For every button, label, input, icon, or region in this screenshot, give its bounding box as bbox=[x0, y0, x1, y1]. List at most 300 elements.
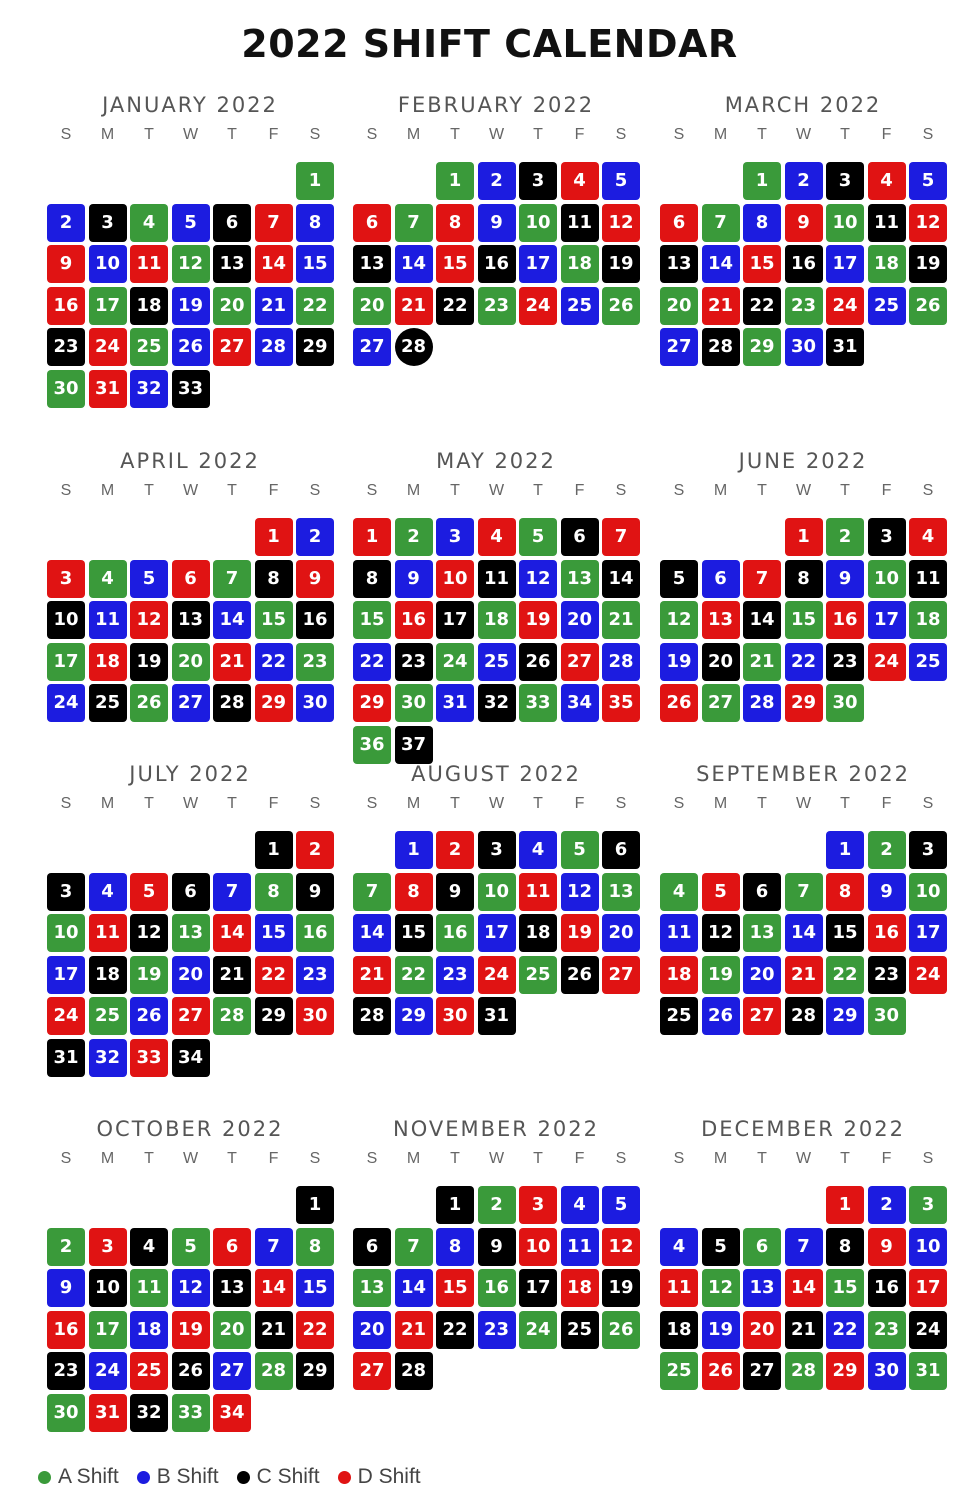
day-cell: 26 bbox=[909, 287, 947, 325]
day-cell: 28 bbox=[213, 684, 251, 722]
day-cell: 27 bbox=[660, 328, 698, 366]
weekday-header: T bbox=[757, 795, 767, 812]
day-cell: 7 bbox=[395, 204, 433, 242]
day-cell: 9 bbox=[296, 873, 334, 911]
day-cell: 29 bbox=[296, 328, 334, 366]
weekday-header: W bbox=[795, 795, 812, 812]
weekday-header: S bbox=[309, 126, 321, 143]
day-cell: 24 bbox=[436, 643, 474, 681]
day-cell: 5 bbox=[172, 204, 210, 242]
day-cell: 14 bbox=[395, 1269, 433, 1307]
day-cell: 19 bbox=[561, 914, 599, 952]
day-cell: 27 bbox=[353, 1352, 391, 1390]
day-cell: 33 bbox=[130, 1039, 168, 1077]
weekday-header: W bbox=[488, 1150, 505, 1167]
day-cell: 2 bbox=[436, 831, 474, 869]
day-cell: 18 bbox=[89, 643, 127, 681]
weekday-header: F bbox=[268, 795, 279, 812]
day-cell: 13 bbox=[602, 873, 640, 911]
day-cell: 25 bbox=[909, 643, 947, 681]
day-cell: 14 bbox=[255, 245, 293, 283]
day-cell: 21 bbox=[353, 956, 391, 994]
day-cell: 14 bbox=[743, 601, 781, 639]
day-cell: 17 bbox=[89, 287, 127, 325]
weekday-header: M bbox=[406, 1150, 421, 1167]
day-cell: 1 bbox=[296, 1186, 334, 1224]
day-cell: 7 bbox=[785, 873, 823, 911]
weekday-header: S bbox=[60, 482, 72, 499]
month-name: SEPTEMBER 2022 bbox=[696, 762, 910, 786]
day-cell: 26 bbox=[602, 287, 640, 325]
day-cell: 27 bbox=[743, 1352, 781, 1390]
day-cell: 24 bbox=[47, 684, 85, 722]
day-cell: 5 bbox=[519, 518, 557, 556]
day-cell: 23 bbox=[436, 956, 474, 994]
day-cell: 9 bbox=[47, 1269, 85, 1307]
day-cell: 3 bbox=[89, 1228, 127, 1266]
month-name: JULY 2022 bbox=[129, 762, 251, 786]
day-cell: 15 bbox=[826, 1269, 864, 1307]
day-cell: 17 bbox=[826, 245, 864, 283]
day-cell: 35 bbox=[602, 684, 640, 722]
weekday-header: M bbox=[100, 482, 115, 499]
month-name: JUNE 2022 bbox=[738, 449, 868, 473]
day-cell: 7 bbox=[213, 560, 251, 598]
weekday-header: T bbox=[533, 1150, 543, 1167]
day-cell: 26 bbox=[172, 328, 210, 366]
day-cell: 9 bbox=[296, 560, 334, 598]
day-cell: 11 bbox=[519, 873, 557, 911]
day-cell: 30 bbox=[868, 1352, 906, 1390]
weekday-header: W bbox=[182, 795, 199, 812]
weekday-header: M bbox=[406, 126, 421, 143]
day-cell: 10 bbox=[519, 204, 557, 242]
day-cell: 20 bbox=[213, 287, 251, 325]
day-cell: 5 bbox=[130, 873, 168, 911]
day-cell: 6 bbox=[743, 873, 781, 911]
day-cell: 23 bbox=[296, 956, 334, 994]
day-cell: 11 bbox=[868, 204, 906, 242]
day-cell: 18 bbox=[561, 1269, 599, 1307]
weekday-header: T bbox=[757, 1150, 767, 1167]
day-cell: 2 bbox=[868, 831, 906, 869]
day-cell: 14 bbox=[395, 245, 433, 283]
weekday-header: M bbox=[713, 1150, 728, 1167]
month-march bbox=[660, 90, 956, 430]
day-cell: 16 bbox=[478, 245, 516, 283]
day-cell: 4 bbox=[868, 162, 906, 200]
day-cell: 21 bbox=[785, 956, 823, 994]
day-cell: 5 bbox=[909, 162, 947, 200]
legend-item-a bbox=[38, 1465, 119, 1489]
month-name: DECEMBER 2022 bbox=[701, 1117, 905, 1141]
day-cell: 11 bbox=[89, 601, 127, 639]
day-cell: 8 bbox=[255, 873, 293, 911]
day-cell: 10 bbox=[436, 560, 474, 598]
day-cell: 29 bbox=[743, 328, 781, 366]
month-name: NOVEMBER 2022 bbox=[392, 1117, 599, 1141]
day-cell: 15 bbox=[436, 245, 474, 283]
day-cell: 25 bbox=[868, 287, 906, 325]
day-cell: 6 bbox=[353, 1228, 391, 1266]
day-cell: 6 bbox=[213, 1228, 251, 1266]
weekday-header: S bbox=[922, 126, 934, 143]
day-cell: 25 bbox=[89, 997, 127, 1035]
weekday-header: T bbox=[450, 482, 460, 499]
day-cell: 15 bbox=[785, 601, 823, 639]
day-cell: 17 bbox=[909, 1269, 947, 1307]
day-cell: 7 bbox=[255, 1228, 293, 1266]
day-cell: 23 bbox=[826, 643, 864, 681]
day-cell: 28 bbox=[255, 1352, 293, 1390]
day-cell: 12 bbox=[519, 560, 557, 598]
weekday-header: T bbox=[227, 482, 237, 499]
day-cell: 10 bbox=[909, 873, 947, 911]
day-cell: 1 bbox=[255, 831, 293, 869]
weekday-header: S bbox=[366, 795, 378, 812]
day-cell: 15 bbox=[255, 601, 293, 639]
day-cell: 24 bbox=[89, 328, 127, 366]
legend-item-d bbox=[338, 1465, 421, 1489]
day-cell: 29 bbox=[826, 997, 864, 1035]
day-cell: 3 bbox=[436, 518, 474, 556]
day-cell: 34 bbox=[172, 1039, 210, 1077]
month-name: MAY 2022 bbox=[436, 449, 556, 473]
day-cell: 16 bbox=[296, 914, 334, 952]
day-cell: 8 bbox=[296, 204, 334, 242]
day-cell: 13 bbox=[743, 1269, 781, 1307]
day-cell: 25 bbox=[89, 684, 127, 722]
day-cell: 20 bbox=[353, 1311, 391, 1349]
weekday-header: F bbox=[881, 1150, 892, 1167]
day-cell: 7 bbox=[213, 873, 251, 911]
month-september bbox=[660, 759, 956, 1099]
weekday-header: S bbox=[366, 482, 378, 499]
weekday-header: F bbox=[574, 482, 585, 499]
weekday-header: F bbox=[268, 126, 279, 143]
day-cell: 15 bbox=[395, 914, 433, 952]
day-cell: 10 bbox=[909, 1228, 947, 1266]
legend-label: B Shift bbox=[156, 1465, 219, 1488]
day-cell: 4 bbox=[89, 560, 127, 598]
day-cell: 1 bbox=[826, 831, 864, 869]
day-cell: 30 bbox=[785, 328, 823, 366]
day-cell: 9 bbox=[47, 245, 85, 283]
day-cell: 13 bbox=[172, 914, 210, 952]
day-cell: 9 bbox=[436, 873, 474, 911]
legend-dot-icon bbox=[338, 1471, 351, 1484]
day-cell: 13 bbox=[213, 245, 251, 283]
month-name: JANUARY 2022 bbox=[102, 93, 278, 117]
day-cell: 4 bbox=[519, 831, 557, 869]
day-cell: 14 bbox=[255, 1269, 293, 1307]
day-cell: 24 bbox=[478, 956, 516, 994]
legend-label: D Shift bbox=[357, 1465, 421, 1488]
day-cell: 30 bbox=[436, 997, 474, 1035]
day-cell: 1 bbox=[255, 518, 293, 556]
day-cell: 29 bbox=[296, 1352, 334, 1390]
day-cell: 4 bbox=[909, 518, 947, 556]
day-cell: 23 bbox=[47, 1352, 85, 1390]
day-cell: 27 bbox=[172, 684, 210, 722]
month-august bbox=[353, 759, 649, 1099]
day-cell: 5 bbox=[130, 560, 168, 598]
day-cell: 28 bbox=[702, 328, 740, 366]
day-cell: 2 bbox=[785, 162, 823, 200]
day-cell: 18 bbox=[660, 956, 698, 994]
day-cell: 19 bbox=[519, 601, 557, 639]
day-cell: 9 bbox=[478, 1228, 516, 1266]
day-cell: 20 bbox=[353, 287, 391, 325]
day-cell: 28 bbox=[785, 1352, 823, 1390]
day-cell: 3 bbox=[909, 1186, 947, 1224]
day-cell: 2 bbox=[47, 204, 85, 242]
day-cell: 31 bbox=[89, 1394, 127, 1432]
weekday-header: T bbox=[840, 1150, 850, 1167]
weekday-header: M bbox=[100, 795, 115, 812]
day-cell: 30 bbox=[868, 997, 906, 1035]
day-cell: 29 bbox=[255, 684, 293, 722]
weekday-header: F bbox=[268, 1150, 279, 1167]
day-cell: 25 bbox=[660, 1352, 698, 1390]
day-cell: 2 bbox=[826, 518, 864, 556]
day-cell: 23 bbox=[296, 643, 334, 681]
weekday-header: F bbox=[881, 795, 892, 812]
day-cell: 11 bbox=[89, 914, 127, 952]
day-cell: 29 bbox=[785, 684, 823, 722]
legend-dot-icon bbox=[38, 1471, 51, 1484]
day-cell: 2 bbox=[296, 831, 334, 869]
weekday-header: M bbox=[713, 795, 728, 812]
day-cell: 18 bbox=[130, 1311, 168, 1349]
day-cell: 14 bbox=[213, 914, 251, 952]
weekday-header: W bbox=[182, 482, 199, 499]
day-cell: 26 bbox=[561, 956, 599, 994]
weekday-header: S bbox=[366, 126, 378, 143]
weekday-header: T bbox=[450, 795, 460, 812]
day-cell: 31 bbox=[436, 684, 474, 722]
day-cell: 25 bbox=[660, 997, 698, 1035]
weekday-header: S bbox=[60, 126, 72, 143]
day-cell: 27 bbox=[213, 1352, 251, 1390]
day-cell: 5 bbox=[702, 873, 740, 911]
day-cell: 4 bbox=[660, 1228, 698, 1266]
day-cell: 24 bbox=[826, 287, 864, 325]
day-cell: 28 bbox=[785, 997, 823, 1035]
day-cell: 24 bbox=[909, 956, 947, 994]
weekday-header: M bbox=[100, 126, 115, 143]
legend-item-b bbox=[137, 1465, 219, 1489]
day-cell: 12 bbox=[909, 204, 947, 242]
day-cell: 22 bbox=[743, 287, 781, 325]
day-cell: 19 bbox=[702, 956, 740, 994]
weekday-header: T bbox=[757, 482, 767, 499]
day-cell: 23 bbox=[785, 287, 823, 325]
day-cell: 2 bbox=[478, 162, 516, 200]
day-cell: 7 bbox=[602, 518, 640, 556]
month-april bbox=[47, 446, 343, 786]
day-cell: 1 bbox=[395, 831, 433, 869]
weekday-header: M bbox=[713, 126, 728, 143]
day-cell: 22 bbox=[255, 643, 293, 681]
day-cell: 19 bbox=[130, 643, 168, 681]
day-cell: 12 bbox=[602, 204, 640, 242]
day-cell: 27 bbox=[602, 956, 640, 994]
day-cell: 11 bbox=[130, 245, 168, 283]
day-cell: 8 bbox=[353, 560, 391, 598]
day-cell: 5 bbox=[702, 1228, 740, 1266]
day-cell: 26 bbox=[702, 1352, 740, 1390]
day-cell: 8 bbox=[826, 873, 864, 911]
month-name: MARCH 2022 bbox=[724, 93, 882, 117]
day-cell: 9 bbox=[395, 560, 433, 598]
day-cell: 20 bbox=[172, 643, 210, 681]
day-cell: 13 bbox=[172, 601, 210, 639]
day-cell: 12 bbox=[130, 601, 168, 639]
legend-label: A Shift bbox=[58, 1465, 119, 1488]
day-cell: 13 bbox=[660, 245, 698, 283]
day-cell: 12 bbox=[602, 1228, 640, 1266]
day-cell: 26 bbox=[130, 997, 168, 1035]
day-cell: 23 bbox=[868, 956, 906, 994]
day-cell: 5 bbox=[660, 560, 698, 598]
day-cell: 18 bbox=[519, 914, 557, 952]
weekday-header: W bbox=[488, 126, 505, 143]
weekday-header: S bbox=[60, 1150, 72, 1167]
day-cell: 9 bbox=[826, 560, 864, 598]
month-name: AUGUST 2022 bbox=[411, 762, 581, 786]
day-cell: 28 bbox=[743, 684, 781, 722]
day-cell: 1 bbox=[353, 518, 391, 556]
day-cell: 19 bbox=[702, 1311, 740, 1349]
month-name: FEBRUARY 2022 bbox=[397, 93, 595, 117]
weekday-header: F bbox=[881, 482, 892, 499]
day-cell: 5 bbox=[561, 831, 599, 869]
day-cell: 23 bbox=[395, 643, 433, 681]
weekday-header: W bbox=[795, 482, 812, 499]
day-cell: 9 bbox=[868, 873, 906, 911]
day-cell: 13 bbox=[743, 914, 781, 952]
day-cell: 10 bbox=[519, 1228, 557, 1266]
day-cell: 21 bbox=[785, 1311, 823, 1349]
month-january bbox=[47, 90, 343, 430]
weekday-header: W bbox=[795, 126, 812, 143]
day-cell: 17 bbox=[519, 1269, 557, 1307]
weekday-header: T bbox=[533, 795, 543, 812]
weekday-header: S bbox=[673, 795, 685, 812]
day-cell: 6 bbox=[602, 831, 640, 869]
day-cell: 19 bbox=[602, 1269, 640, 1307]
day-cell: 6 bbox=[743, 1228, 781, 1266]
day-cell: 28 bbox=[213, 997, 251, 1035]
day-cell: 32 bbox=[89, 1039, 127, 1077]
day-cell: 26 bbox=[702, 997, 740, 1035]
month-may bbox=[353, 446, 649, 786]
weekday-header: T bbox=[533, 482, 543, 499]
day-cell: 27 bbox=[561, 643, 599, 681]
day-cell: 14 bbox=[785, 1269, 823, 1307]
day-cell: 18 bbox=[130, 287, 168, 325]
day-cell: 5 bbox=[172, 1228, 210, 1266]
day-cell: 25 bbox=[478, 643, 516, 681]
weekday-header: T bbox=[450, 1150, 460, 1167]
day-cell: 10 bbox=[868, 560, 906, 598]
day-cell: 22 bbox=[296, 287, 334, 325]
weekday-header: T bbox=[227, 1150, 237, 1167]
day-cell: 11 bbox=[561, 1228, 599, 1266]
day-cell: 30 bbox=[296, 684, 334, 722]
day-cell: 30 bbox=[826, 684, 864, 722]
day-cell: 13 bbox=[561, 560, 599, 598]
weekday-header: S bbox=[922, 1150, 934, 1167]
day-cell: 15 bbox=[296, 245, 334, 283]
day-cell: 26 bbox=[130, 684, 168, 722]
day-cell: 21 bbox=[602, 601, 640, 639]
weekday-header: F bbox=[881, 126, 892, 143]
day-cell: 11 bbox=[909, 560, 947, 598]
day-cell: 30 bbox=[47, 370, 85, 408]
month-february bbox=[353, 90, 649, 430]
day-cell: 20 bbox=[602, 914, 640, 952]
weekday-header: S bbox=[309, 482, 321, 499]
day-cell: 28 bbox=[602, 643, 640, 681]
day-cell: 15 bbox=[255, 914, 293, 952]
day-cell: 15 bbox=[826, 914, 864, 952]
day-cell: 30 bbox=[395, 684, 433, 722]
day-cell: 9 bbox=[478, 204, 516, 242]
day-cell: 16 bbox=[296, 601, 334, 639]
weekday-header: S bbox=[615, 1150, 627, 1167]
day-cell: 13 bbox=[353, 245, 391, 283]
day-cell: 33 bbox=[519, 684, 557, 722]
weekday-header: F bbox=[574, 126, 585, 143]
weekday-header: M bbox=[406, 482, 421, 499]
weekday-header: T bbox=[757, 126, 767, 143]
day-cell: 33 bbox=[172, 370, 210, 408]
weekday-header: F bbox=[268, 482, 279, 499]
day-cell: 5 bbox=[602, 162, 640, 200]
day-cell: 12 bbox=[130, 914, 168, 952]
month-july bbox=[47, 759, 343, 1099]
legend-label: C Shift bbox=[256, 1465, 320, 1488]
day-cell: 16 bbox=[47, 1311, 85, 1349]
month-june bbox=[660, 446, 956, 786]
day-cell: 20 bbox=[743, 956, 781, 994]
weekday-header: S bbox=[922, 482, 934, 499]
day-cell: 17 bbox=[436, 601, 474, 639]
day-cell: 1 bbox=[436, 162, 474, 200]
day-cell: 10 bbox=[89, 1269, 127, 1307]
day-cell: 9 bbox=[868, 1228, 906, 1266]
day-cell: 10 bbox=[826, 204, 864, 242]
day-cell: 10 bbox=[47, 601, 85, 639]
day-cell: 1 bbox=[296, 162, 334, 200]
month-name: APRIL 2022 bbox=[120, 449, 260, 473]
weekday-header: W bbox=[488, 795, 505, 812]
day-cell: 24 bbox=[47, 997, 85, 1035]
day-cell: 14 bbox=[213, 601, 251, 639]
day-cell: 11 bbox=[478, 560, 516, 598]
day-cell: 3 bbox=[47, 873, 85, 911]
day-cell: 7 bbox=[743, 560, 781, 598]
day-cell: 22 bbox=[436, 1311, 474, 1349]
page-title: 2022 SHIFT CALENDAR bbox=[241, 22, 738, 66]
day-cell: 15 bbox=[743, 245, 781, 283]
day-cell: 13 bbox=[213, 1269, 251, 1307]
day-cell: 19 bbox=[602, 245, 640, 283]
day-cell: 23 bbox=[47, 328, 85, 366]
day-cell: 24 bbox=[89, 1352, 127, 1390]
